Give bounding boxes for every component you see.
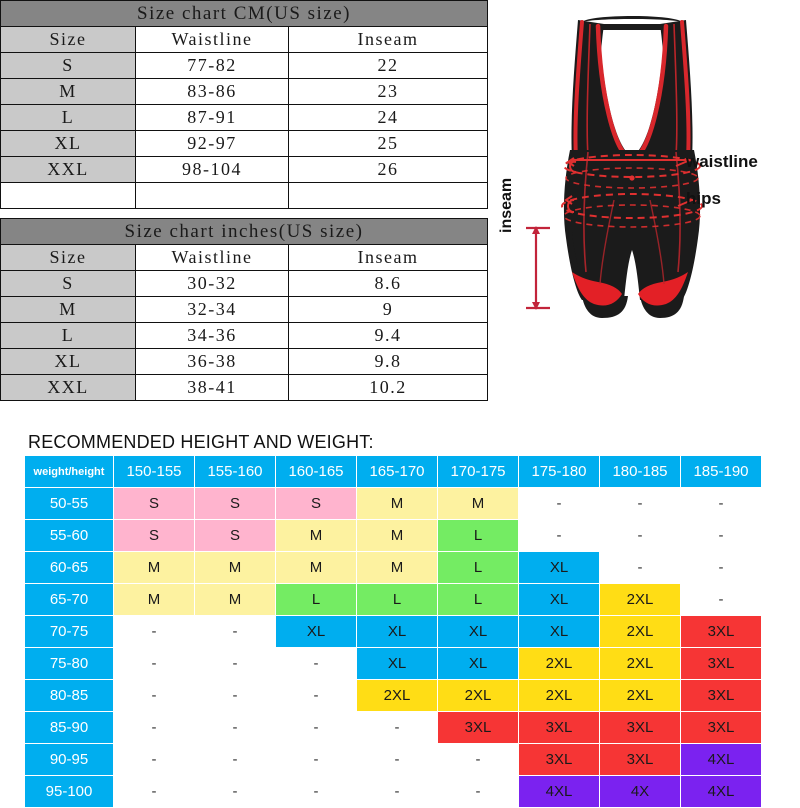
rec-col-header: 165-170 (357, 456, 437, 487)
cell-waistline: 38-41 (136, 375, 289, 401)
rec-cell: 2XL (600, 584, 680, 615)
recommended-table-title: RECOMMENDED HEIGHT AND WEIGHT: (28, 432, 374, 452)
rec-cell: - (195, 744, 275, 775)
rec-col-header: 150-155 (114, 456, 194, 487)
table-title-row (1, 1, 488, 27)
cell-empty (136, 183, 289, 209)
size-chart-inches-table (0, 218, 488, 401)
cell-size: XL (1, 131, 136, 157)
bib-shorts-illustration (490, 0, 800, 418)
cell-empty (1, 183, 136, 209)
cell-inseam: 23 (289, 79, 488, 105)
rec-cell: L (276, 584, 356, 615)
rec-cell: 3XL (681, 616, 761, 647)
cell-size: XXL (1, 375, 136, 401)
rec-cell: - (357, 744, 437, 775)
rec-cell: - (195, 616, 275, 647)
recommended-height-weight-table (24, 455, 762, 808)
cell-size: M (1, 79, 136, 105)
rec-cell: 2XL (600, 616, 680, 647)
rec-table-row (25, 648, 761, 679)
table-row (1, 297, 488, 323)
cell-inseam: 9.8 (289, 349, 488, 375)
table-row (1, 131, 488, 157)
rec-cell: - (195, 776, 275, 807)
rec-cell: 4XL (681, 744, 761, 775)
rec-cell: 4XL (681, 776, 761, 807)
column-header-waistline: Waistline (136, 27, 289, 53)
rec-row-header: 80-85 (25, 680, 113, 711)
rec-cell: - (195, 648, 275, 679)
cell-inseam: 9.4 (289, 323, 488, 349)
figure-label-inseam: inseam (498, 177, 515, 233)
cell-size: XL (1, 349, 136, 375)
rec-cell: - (114, 648, 194, 679)
product-measurement-figure (490, 0, 800, 418)
rec-row-header: 95-100 (25, 776, 113, 807)
cell-waistline: 77-82 (136, 53, 289, 79)
rec-table-row (25, 584, 761, 615)
size-chart-inches-title: Size chart inches(US size) (1, 219, 488, 245)
rec-cell: M (357, 552, 437, 583)
cell-inseam: 9 (289, 297, 488, 323)
rec-cell: 2XL (519, 648, 599, 679)
rec-cell: 2XL (600, 648, 680, 679)
cell-waistline: 83-86 (136, 79, 289, 105)
cell-inseam: 10.2 (289, 375, 488, 401)
rec-cell: - (519, 520, 599, 551)
rec-cell: - (600, 520, 680, 551)
cell-size: L (1, 323, 136, 349)
rec-cell: 2XL (600, 680, 680, 711)
rec-row-header: 90-95 (25, 744, 113, 775)
rec-cell: - (114, 616, 194, 647)
column-header-size: Size (1, 245, 136, 271)
rec-cell: - (276, 648, 356, 679)
rec-cell: M (195, 584, 275, 615)
table-row (1, 271, 488, 297)
table-row (1, 375, 488, 401)
cell-inseam: 24 (289, 105, 488, 131)
rec-cell: 3XL (600, 744, 680, 775)
rec-cell: - (681, 488, 761, 519)
rec-cell: - (681, 520, 761, 551)
rec-col-header: 185-190 (681, 456, 761, 487)
rec-cell: L (357, 584, 437, 615)
rec-cell: M (114, 584, 194, 615)
rec-cell: 4X (600, 776, 680, 807)
rec-col-header: 175-180 (519, 456, 599, 487)
table-row (1, 323, 488, 349)
table-row (1, 105, 488, 131)
table-title-row (1, 219, 488, 245)
rec-cell: - (114, 680, 194, 711)
rec-cell: 3XL (681, 712, 761, 743)
table-header-row (1, 245, 488, 271)
rec-col-header: 160-165 (276, 456, 356, 487)
rec-table-row (25, 712, 761, 743)
rec-cell: M (357, 488, 437, 519)
cell-inseam: 22 (289, 53, 488, 79)
rec-table-row (25, 616, 761, 647)
rec-cell: - (357, 776, 437, 807)
figure-label-waistline: waistline (686, 152, 758, 171)
rec-cell: - (681, 584, 761, 615)
rec-table-row (25, 776, 761, 807)
rec-table-row (25, 520, 761, 551)
rec-cell: S (195, 520, 275, 551)
rec-cell: - (114, 712, 194, 743)
rec-cell: 2XL (519, 680, 599, 711)
rec-cell: 2XL (357, 680, 437, 711)
rec-cell: - (276, 680, 356, 711)
rec-row-header: 70-75 (25, 616, 113, 647)
cell-size: L (1, 105, 136, 131)
column-header-waistline: Waistline (136, 245, 289, 271)
rec-cell: 3XL (519, 712, 599, 743)
rec-cell: - (681, 552, 761, 583)
cell-inseam: 26 (289, 157, 488, 183)
rec-cell: XL (519, 584, 599, 615)
figure-label-hips: hips (686, 189, 721, 208)
rec-cell: XL (438, 648, 518, 679)
rec-cell: - (276, 712, 356, 743)
rec-cell: 3XL (681, 648, 761, 679)
rec-cell: XL (438, 616, 518, 647)
column-header-size: Size (1, 27, 136, 53)
rec-cell: M (357, 520, 437, 551)
cell-size: S (1, 53, 136, 79)
rec-cell: 4XL (519, 776, 599, 807)
table-row (1, 349, 488, 375)
rec-col-header: 170-175 (438, 456, 518, 487)
rec-cell: XL (357, 648, 437, 679)
cell-size: XXL (1, 157, 136, 183)
rec-cell: M (276, 552, 356, 583)
rec-cell: S (114, 488, 194, 519)
rec-cell: L (438, 520, 518, 551)
rec-cell: - (600, 488, 680, 519)
rec-corner-label: weight/height (25, 456, 113, 487)
rec-cell: M (438, 488, 518, 519)
rec-cell: L (438, 584, 518, 615)
cell-waistline: 34-36 (136, 323, 289, 349)
rec-cell: XL (519, 552, 599, 583)
rec-cell: 2XL (438, 680, 518, 711)
cell-size: S (1, 271, 136, 297)
rec-cell: S (195, 488, 275, 519)
rec-col-header: 180-185 (600, 456, 680, 487)
cell-inseam: 25 (289, 131, 488, 157)
rec-cell: - (519, 488, 599, 519)
rec-table-row (25, 744, 761, 775)
table-row (1, 79, 488, 105)
cell-waistline: 92-97 (136, 131, 289, 157)
rec-cell: M (276, 520, 356, 551)
column-header-inseam: Inseam (289, 245, 488, 271)
table-row (1, 53, 488, 79)
rec-table-body (25, 488, 761, 807)
rec-row-header: 50-55 (25, 488, 113, 519)
column-header-inseam: Inseam (289, 27, 488, 53)
rec-cell: XL (519, 616, 599, 647)
table-row (1, 157, 488, 183)
cell-empty (289, 183, 488, 209)
rec-cell: 3XL (600, 712, 680, 743)
rec-cell: - (600, 552, 680, 583)
rec-row-header: 55-60 (25, 520, 113, 551)
rec-col-header: 155-160 (195, 456, 275, 487)
rec-cell: - (438, 744, 518, 775)
rec-cell: M (114, 552, 194, 583)
rec-cell: S (276, 488, 356, 519)
rec-header-row (25, 456, 761, 487)
rec-cell: 3XL (519, 744, 599, 775)
rec-cell: - (357, 712, 437, 743)
rec-cell: 3XL (438, 712, 518, 743)
table-header-row (1, 27, 488, 53)
rec-cell: M (195, 552, 275, 583)
size-chart-cm-table (0, 0, 488, 209)
rec-row-header: 85-90 (25, 712, 113, 743)
rec-cell: - (438, 776, 518, 807)
rec-cell: - (195, 680, 275, 711)
cell-inseam: 8.6 (289, 271, 488, 297)
cell-waistline: 30-32 (136, 271, 289, 297)
rec-table-row (25, 552, 761, 583)
rec-cell: L (438, 552, 518, 583)
rec-cell: - (276, 776, 356, 807)
cell-waistline: 98-104 (136, 157, 289, 183)
cell-waistline: 87-91 (136, 105, 289, 131)
cell-size: M (1, 297, 136, 323)
rec-table-row (25, 488, 761, 519)
rec-cell: - (114, 776, 194, 807)
rec-cell: - (276, 744, 356, 775)
rec-table-row (25, 680, 761, 711)
cell-waistline: 32-34 (136, 297, 289, 323)
size-chart-cm-title: Size chart CM(US size) (1, 1, 488, 27)
rec-cell: - (114, 744, 194, 775)
rec-row-header: 65-70 (25, 584, 113, 615)
rec-cell: XL (357, 616, 437, 647)
cell-waistline: 36-38 (136, 349, 289, 375)
rec-row-header: 60-65 (25, 552, 113, 583)
table-row-empty (1, 183, 488, 209)
rec-row-header: 75-80 (25, 648, 113, 679)
rec-cell: XL (276, 616, 356, 647)
rec-cell: - (195, 712, 275, 743)
rec-cell: S (114, 520, 194, 551)
rec-cell: 3XL (681, 680, 761, 711)
